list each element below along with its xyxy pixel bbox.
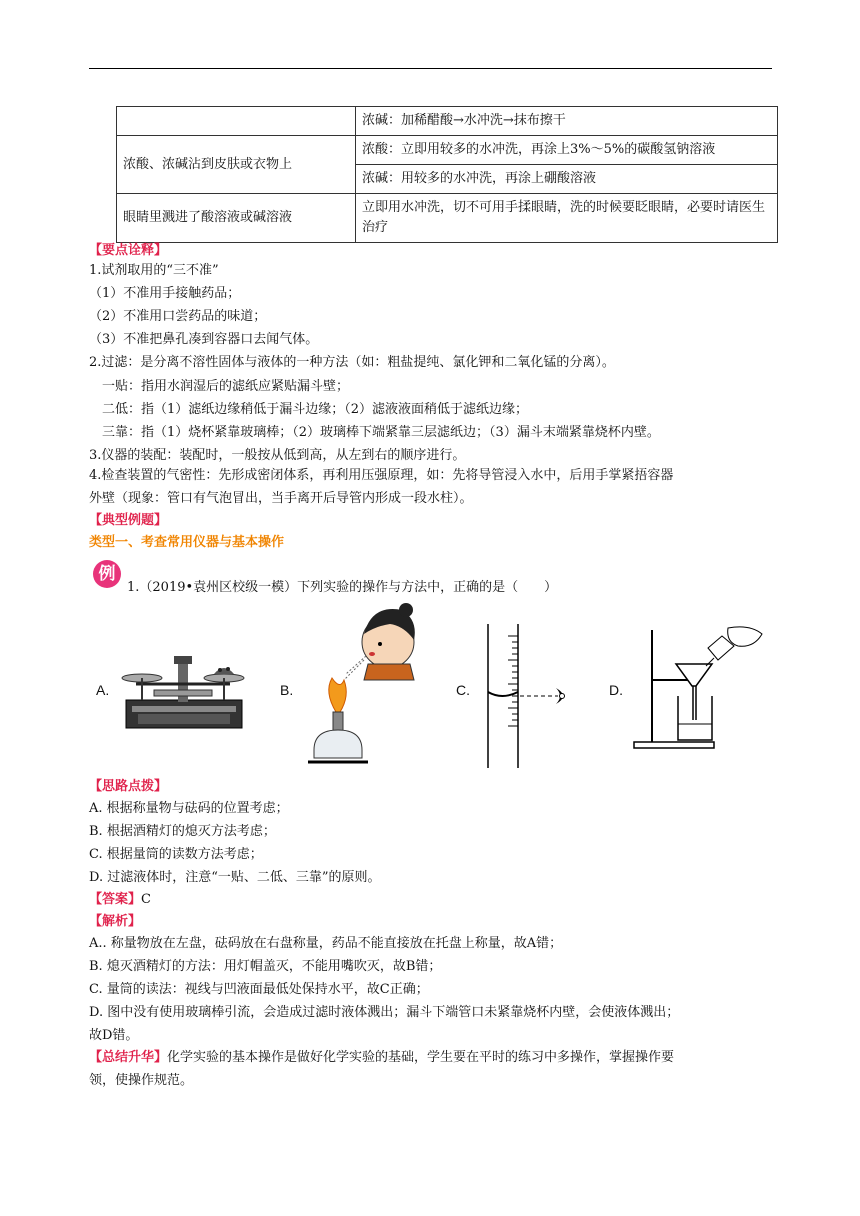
examples-heading: 【典型例题】 <box>89 513 168 528</box>
hint-line: A. 根据称量物与砝码的位置考虑； <box>89 801 289 816</box>
summary-line: 领，使操作规范。 <box>89 1073 194 1088</box>
hint-line: B. 根据酒精灯的熄灭方法考虑； <box>89 824 276 839</box>
table-cell: 浓酸：立即用较多的水冲洗，再涂上3%～5%的碳酸氢钠溶液 <box>356 136 778 165</box>
notes-line: 三靠：指（1）烧杯紧靠玻璃棒；（2）玻璃棒下端紧靠三层滤纸边；（3）漏斗末端紧靠烧杯内壁。 <box>89 425 660 440</box>
filtration-figure <box>630 624 770 754</box>
notes-line: （1）不准用手接触药品； <box>89 286 241 301</box>
question-text: 1.（2019•袁州区校级一模）下列实验的操作与方法中，正确的是（ ） <box>127 580 558 595</box>
analysis-line: A.. 称量物放在左盘，砝码放在右盘称量，药品不能直接放在托盘上称量，故A错； <box>89 936 563 951</box>
notes-line: 4.检查装置的气密性：先形成密闭体系，再利用压强原理，如：先将导管浸入水中，后用手掌紧捂容器 <box>89 468 674 483</box>
table-cell: 浓酸、浓碱沾到皮肤或衣物上 <box>117 136 356 194</box>
option-c-label: C. <box>456 682 470 698</box>
analysis-line: D. 图中没有使用玻璃棒引流，会造成过滤时液体溅出；漏斗下端管口未紧靠烧杯内壁，会使液体溅出； <box>89 1005 680 1020</box>
hint-line: D. 过滤液体时，注意“一贴、二低、三靠”的原则。 <box>89 870 381 885</box>
notes-line: （2）不准用口尝药品的味道； <box>89 309 267 324</box>
summary-text: 化学实验的基本操作是做好化学实验的基础，学生要在平时的练习中多操作，掌握操作要 <box>167 1050 675 1065</box>
cylinder-reading-figure <box>484 622 584 772</box>
notes-line: （3）不准把鼻孔凑到容器口去闻气体。 <box>89 332 319 347</box>
option-b-label: B. <box>280 682 294 698</box>
analysis-line: C. 量筒的读法：视线与凹液面最低处保持水平，故C正确； <box>89 982 429 997</box>
answer-value: C <box>141 892 151 907</box>
notes-line: 2.过滤：是分离不溶性固体与液体的一种方法（如：粗盐提纯、氯化钾和二氧化锰的分离）。 <box>89 355 615 370</box>
option-a-label: A. <box>96 682 110 698</box>
answer-row <box>89 890 151 910</box>
notes-line: 一贴：指用水润湿后的滤纸应紧贴漏斗壁； <box>89 379 350 394</box>
alcohol-lamp-figure <box>306 600 426 770</box>
answer-heading: 【答案】 <box>89 892 142 907</box>
option-d-label: D. <box>609 682 623 698</box>
analysis-line: B. 熄灭酒精灯的方法：用灯帽盖灭，不能用嘴吹灭，故B错； <box>89 959 442 974</box>
table-cell: 立即用水冲洗，切不可用手揉眼睛，洗的时候要眨眼睛，必要时请医生治疗 <box>356 194 778 243</box>
notes-heading: 【要点诠释】 <box>89 243 168 258</box>
table-cell: 浓碱：用较多的水冲洗，再涂上硼酸溶液 <box>356 165 778 194</box>
summary-row <box>89 1048 674 1068</box>
table-row <box>117 194 778 243</box>
analysis-heading: 【解析】 <box>89 914 142 929</box>
header-rule <box>89 68 772 69</box>
balance-figure <box>118 648 248 733</box>
table-row <box>117 107 778 136</box>
summary-heading: 【总结升华】 <box>89 1050 168 1065</box>
notes-line: 3.仪器的装配：装配时，一般按从低到高，从左到右的顺序进行。 <box>89 448 466 463</box>
hint-line: C. 根据量筒的读数方法考虑； <box>89 847 263 862</box>
notes-line: 1.试剂取用的“三不准” <box>89 263 219 278</box>
notes-line: 二低：指（1）滤纸边缘稍低于漏斗边缘；（2）滤液液面稍低于滤纸边缘； <box>89 402 529 417</box>
table-cell: 浓碱：加稀醋酸→水冲洗→抹布擦干 <box>356 107 778 136</box>
hint-heading: 【思路点拨】 <box>89 779 168 794</box>
safety-table <box>116 106 778 243</box>
example-badge: 例 <box>93 560 121 588</box>
analysis-line: 故D错。 <box>89 1028 139 1043</box>
table-cell: 眼睛里溅进了酸溶液或碱溶液 <box>117 194 356 243</box>
table-row <box>117 136 778 165</box>
table-cell <box>117 107 356 136</box>
notes-line: 外壁（现象：管口有气泡冒出，当手离开后导管内形成一段水柱）。 <box>89 491 473 506</box>
type-title: 类型一、考查常用仪器与基本操作 <box>89 535 285 550</box>
